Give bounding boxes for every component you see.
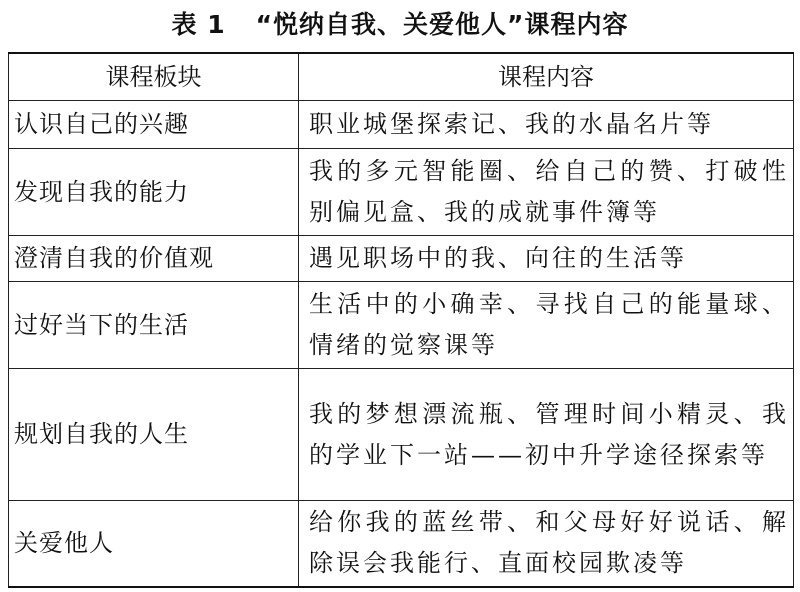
table-row <box>9 369 794 501</box>
table-caption <box>0 6 800 44</box>
table-row <box>9 101 794 149</box>
header-row <box>9 53 794 101</box>
column-header-content: 课程内容 <box>299 53 794 101</box>
module-cell: 认识自己的兴趣 <box>9 101 299 149</box>
column-header-module: 课程板块 <box>9 53 299 101</box>
module-cell: 发现自我的能力 <box>9 149 299 236</box>
course-table <box>8 52 794 588</box>
table-row <box>9 149 794 236</box>
module-cell: 关爱他人 <box>9 501 299 587</box>
module-cell: 过好当下的生活 <box>9 282 299 369</box>
content-cell: 给你我的蓝丝带、和父母好好说话、解除误会我能行、直面校园欺凌等 <box>299 501 794 587</box>
table-title: “悦纳自我、关爱他人”课程内容 <box>255 10 629 39</box>
table-row <box>9 236 794 282</box>
content-cell: 生活中的小确幸、寻找自己的能量球、情绪的觉察课等 <box>299 282 794 369</box>
module-cell: 规划自我的人生 <box>9 369 299 501</box>
content-cell: 遇见职场中的我、向往的生活等 <box>299 236 794 282</box>
module-cell: 澄清自我的价值观 <box>9 236 299 282</box>
table-number: 表 1 <box>171 10 226 39</box>
table-row <box>9 501 794 587</box>
content-cell: 我的多元智能圈、给自己的赞、打破性别偏见盒、我的成就事件簿等 <box>299 149 794 236</box>
table-row <box>9 282 794 369</box>
content-cell: 我的梦想漂流瓶、管理时间小精灵、我的学业下一站——初中升学途径探索等 <box>299 369 794 501</box>
content-cell: 职业城堡探索记、我的水晶名片等 <box>299 101 794 149</box>
